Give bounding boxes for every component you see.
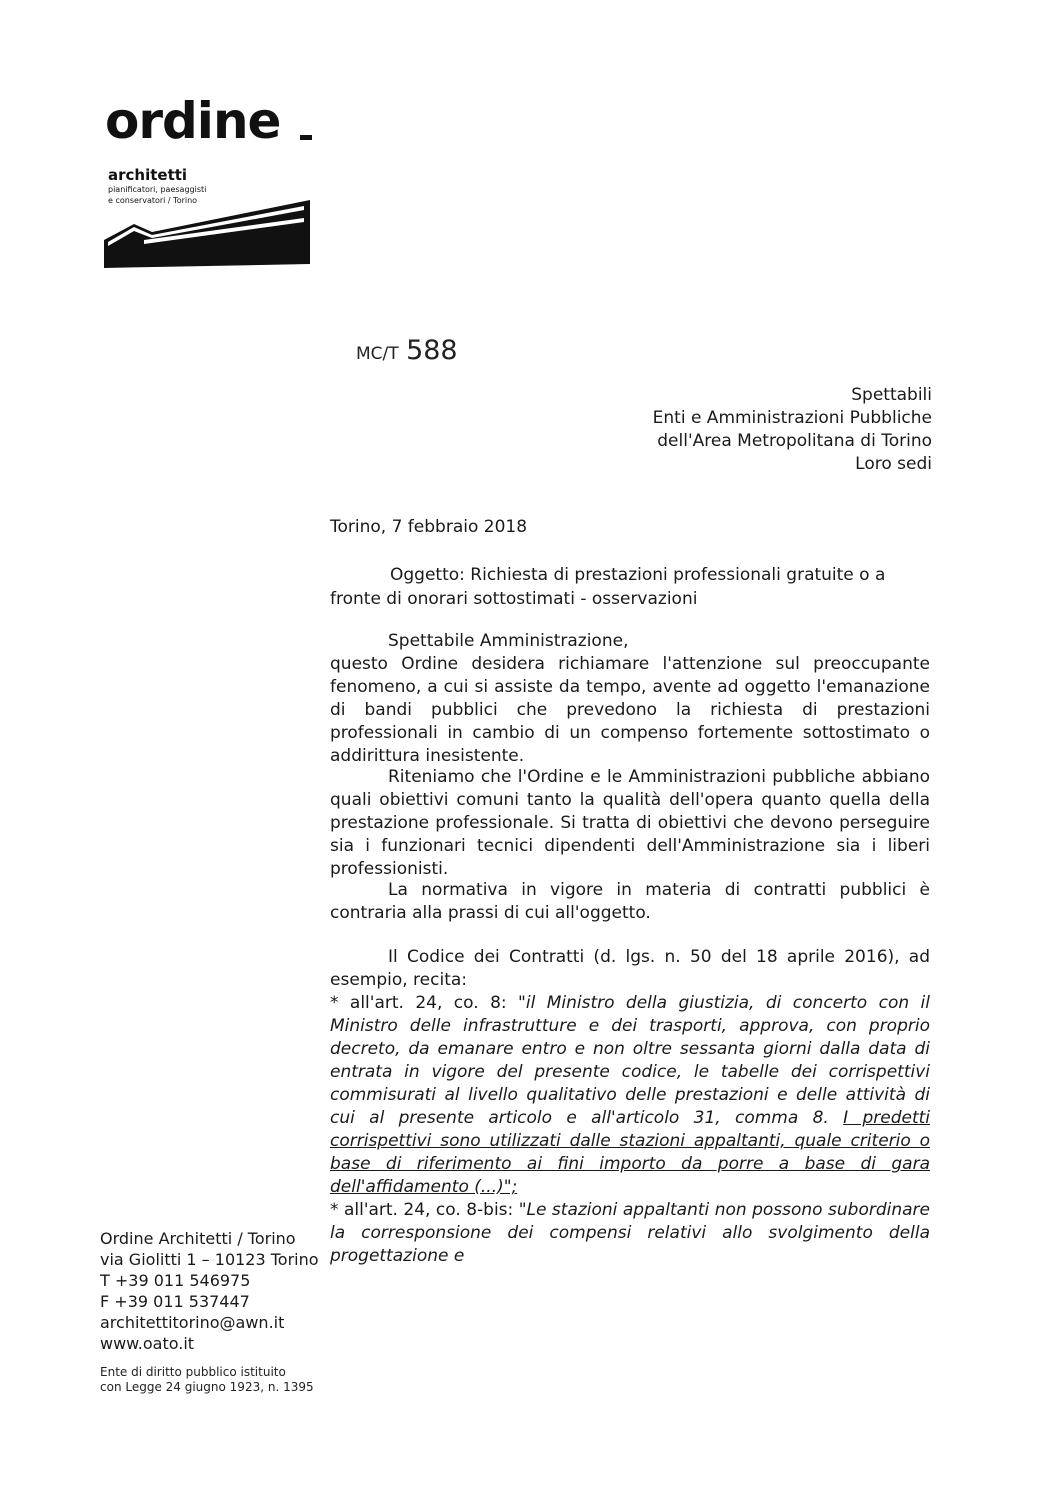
quote-intro: * all'art. 24, co. 8-bis: (330, 1200, 519, 1220)
footer-address: via Giolitti 1 – 10123 Torino (100, 1250, 319, 1269)
greeting: Spettabile Amministrazione, (388, 631, 629, 651)
footer-website: www.oato.it (100, 1334, 195, 1353)
logo-dash (300, 135, 312, 140)
subject-text: Richiesta di prestazioni professionali gratuite o a fronte di onorari sottostimati - osservazioni (330, 565, 886, 609)
recipient-block (653, 384, 932, 476)
recipient-line: dell'Area Metropolitana di Torino (657, 431, 932, 451)
logo-small-line2: e conservatori / Torino (108, 196, 198, 205)
footer-legal-line: con Legge 24 giugno 1923, n. 1395 (100, 1380, 314, 1394)
paragraph-text: Il Codice dei Contratti (d. lgs. n. 50 del 18 aprile 2016), ad esempio, recita: (330, 947, 930, 990)
logo-mountain-icon (104, 196, 310, 268)
quote-art-24-co-8-bis (330, 1199, 930, 1268)
logo-title: ordine (105, 92, 281, 150)
footer-phone: T +39 011 546975 (100, 1271, 251, 1290)
footer-contact (100, 1228, 319, 1354)
footer-fax: F +39 011 537447 (100, 1292, 250, 1311)
subject-label: Oggetto: (390, 565, 465, 585)
recipient-line: Spettabili (851, 385, 932, 405)
quote-text: "Le stazioni appaltanti non possono subordinare la corresponsione dei compensi relativi allo svolgimento della progettazione e (330, 1200, 930, 1266)
footer-legal-line: Ente di diritto pubblico istituito (100, 1365, 286, 1379)
paragraph-text: Riteniamo che l'Ordine e le Amministrazioni pubbliche abbiano quali obiettivi comuni tanto la qualità dell'opera quanto quella della prestazione professionale. Si tratta di obiettivi che devono perseguire sia i funzionari tecnici dipendenti dell'Amministrazione sia i liberi professionisti. (330, 767, 930, 879)
body-paragraph-3 (330, 879, 930, 925)
body-paragraph-1 (330, 630, 930, 768)
protocol-prefix: MC/T (356, 344, 399, 364)
recipient-line: Enti e Amministrazioni Pubbliche (652, 408, 932, 428)
protocol-handwritten-number: 588 (406, 335, 458, 366)
quote-art-24-co-8 (330, 992, 930, 1199)
logo-small-line1: pianificatori, paesaggisti (108, 185, 207, 194)
paragraph-text: questo Ordine desidera richiamare l'attenzione sul preoccupante fenomeno, a cui si assiste da tempo, avente ad oggetto l'emanazione di bandi pubblici che prevedono la richiesta di prestazioni professionali in cambio di un compenso fortemente sottostimato o addirittura inesistente. (330, 654, 930, 766)
logo-subtitle: architetti (108, 166, 188, 184)
recipient-line: Loro sedi (855, 454, 932, 474)
body-paragraph-4 (330, 946, 930, 1268)
letter-subject (330, 563, 930, 611)
footer-email: architettitorino@awn.it (100, 1313, 285, 1332)
quote-intro: * all'art. 24, co. 8: (330, 993, 519, 1013)
protocol-number (356, 335, 458, 366)
quote-underlined-text: I predetti corrispettivi sono utilizzati dalle stazioni appaltanti, quale criterio o base di riferimento ai fini importo da porre a base di gara dell'affidamento (...)"; (330, 1108, 930, 1197)
quote-text: "il Ministro della giustizia, di concerto con il Ministro delle infrastrutture e dei trasporti, approva, con proprio decreto, da emanare entro e non oltre sessanta giorni dalla data di entrata in vigore del presente codice, le tabelle dei corrispettivi commisurati al livello qualitativo delle prestazioni e delle attività di cui al presente articolo e all'articolo 31, comma 8. (330, 993, 930, 1128)
body-paragraph-2 (330, 766, 930, 881)
letter-date: Torino, 7 febbraio 2018 (330, 517, 528, 537)
paragraph-text: La normativa in vigore in materia di contratti pubblici è contraria alla prassi di cui all'oggetto. (330, 880, 930, 923)
footer-legal-note (100, 1365, 314, 1395)
footer-org-name: Ordine Architetti / Torino (100, 1229, 296, 1248)
